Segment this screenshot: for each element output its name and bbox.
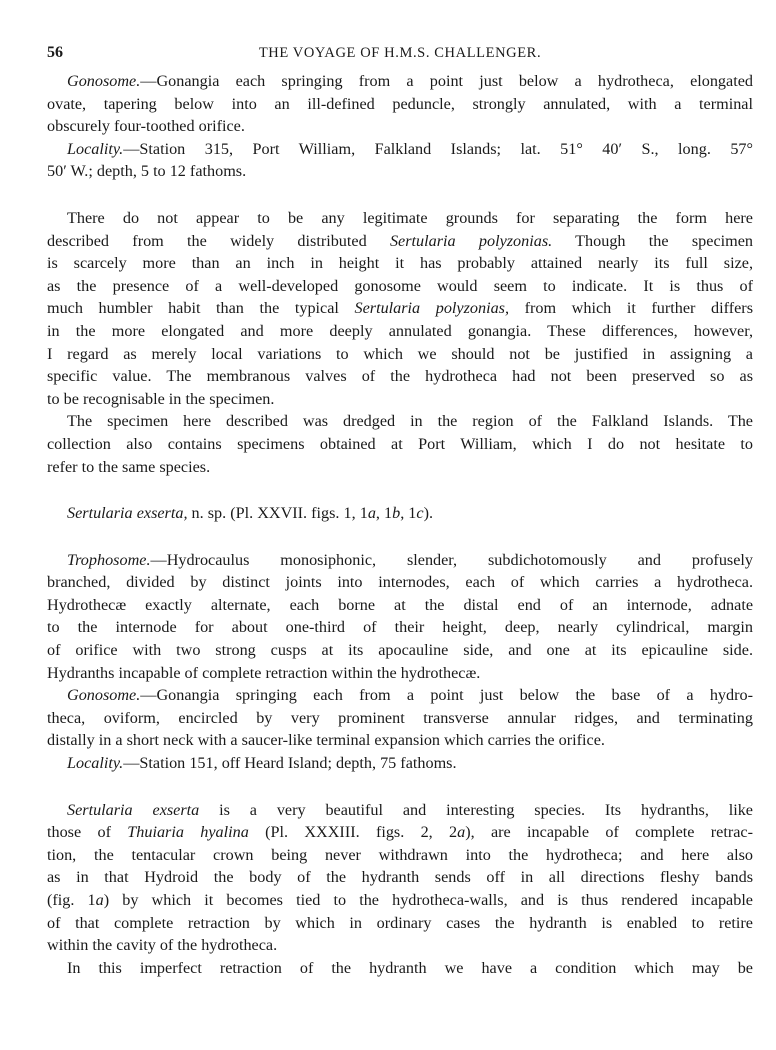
paragraph: [47, 752, 753, 775]
paragraph: [47, 799, 753, 957]
text-run: ), are incapable of complete retrac-: [465, 823, 754, 842]
text-run: —Station 315, Port William, Falkland Islands; lat. 51° 40′ S., long. 57°: [123, 139, 753, 158]
text-line: [47, 571, 753, 594]
text-run: The specimen here described was dredged in the region of the Falkland Islands. The: [67, 412, 753, 431]
text-line: [47, 684, 753, 707]
text-run: —Gonangia springing each from a point just below the base of a hydro-: [140, 686, 753, 705]
italic-run: c: [416, 504, 424, 523]
text-line: [47, 662, 753, 685]
text-run: those of: [47, 823, 128, 842]
text-line: [47, 912, 753, 935]
italic-run: Sertularia polyzonias.: [389, 231, 553, 250]
text-line: [47, 889, 753, 912]
text-run: specific value. The membranous valves of the hydrotheca had not been preserved so as: [47, 367, 753, 386]
text-line: [47, 821, 753, 844]
document-page: [47, 44, 753, 979]
text-line: [47, 230, 753, 253]
italic-run: a: [95, 891, 104, 909]
italic-run: b: [392, 504, 401, 523]
text-run: —Gonangia each springing from a point just below a hydrotheca, elongated: [140, 72, 753, 90]
italic-run: Thuiaria hyalina: [127, 823, 249, 842]
italic-run: a: [367, 504, 376, 523]
text-line: [47, 957, 753, 980]
italic-run: Gonosome.: [67, 686, 141, 705]
paragraph: [47, 957, 753, 980]
paragraph: [47, 70, 753, 138]
paragraph: [47, 138, 753, 183]
text-run: , 1: [400, 504, 417, 523]
text-line: [47, 410, 753, 433]
text-line: [47, 70, 753, 93]
paragraph: [47, 207, 753, 410]
text-line: [47, 616, 753, 639]
text-run: to the internode for about one-third of their height, deep, nearly cylindrical, margin: [47, 618, 753, 637]
page-header: [47, 44, 753, 70]
text-run: Hydranths incapable of complete retraction within the hydrothecæ.: [47, 663, 481, 682]
text-line: [47, 138, 753, 161]
text-line: [47, 388, 753, 411]
text-line: [47, 93, 753, 116]
paragraph: [47, 549, 753, 685]
text-line: [47, 729, 753, 752]
text-run: branched, divided by distinct joints into internodes, each of which carries a hydrotheca.: [47, 573, 753, 592]
text-run: of that complete retraction by which in ordinary cases the hydranth is enabled to retire: [47, 913, 753, 932]
text-line: [47, 365, 753, 388]
text-line: [47, 549, 753, 572]
paragraph: [47, 410, 753, 478]
text-run: ) by which it becomes tied to the hydrotheca-walls, and is thus rendered incapable: [103, 891, 753, 909]
text-run: in the more elongated and more deeply annulated gonangia. These differences, however,: [47, 321, 753, 340]
text-line: [47, 297, 753, 320]
text-run: of orifice with two strong cusps at its apocauline side, and one at its epicauline side.: [47, 641, 753, 660]
italic-run: Locality.: [67, 139, 124, 158]
italic-run: Gonosome.: [67, 72, 141, 90]
text-run: theca, oviform, encircled by very prominent transverse annular ridges, and terminating: [47, 708, 753, 727]
text-run: is scarcely more than an inch in height it has probably attained nearly its full size,: [47, 254, 753, 273]
text-run: , 1: [375, 504, 393, 523]
text-line: [47, 866, 753, 889]
italic-run: Sertularia exserta: [67, 800, 200, 819]
text-run: 50′ W.; depth, 5 to 12 fathoms.: [47, 162, 247, 181]
text-line: [47, 433, 753, 456]
running-title: THE VOYAGE OF H.M.S. CHALLENGER.: [258, 45, 542, 61]
text-line: [47, 707, 753, 730]
text-line: [47, 160, 753, 183]
text-line: [47, 343, 753, 366]
text-run: ovate, tapering below into an ill-defined peduncle, strongly annulated, with a terminal: [47, 94, 753, 113]
text-run: distally in a short neck with a saucer-like terminal expansion which carries the orifice.: [47, 731, 605, 750]
text-line: [47, 252, 753, 275]
text-line: [47, 844, 753, 867]
text-line: [47, 502, 753, 525]
text-line: [47, 752, 753, 775]
text-run: Though the specimen: [552, 231, 753, 250]
text-line: [47, 934, 753, 957]
italic-run: Sertularia exserta,: [67, 504, 188, 523]
text-run: as the presence of a well-developed gonosome would seem to indicate. It is thus of: [47, 276, 753, 295]
text-line: [47, 275, 753, 298]
italic-run: Trophosome.: [67, 550, 151, 569]
text-run: (fig. 1: [47, 891, 96, 909]
text-line: [47, 456, 753, 479]
text-line: [47, 115, 753, 138]
italic-run: Sertularia polyzonias,: [354, 299, 510, 318]
text-run: refer to the same species.: [47, 457, 211, 476]
text-run: Hydrothecæ exactly alternate, each borne at the distal end of an internode, adnate: [47, 595, 753, 614]
text-run: as in that Hydroid the body of the hydranth sends off in all directions fleshy bands: [47, 868, 753, 887]
text-run: is a very beautiful and interesting species. Its hydranths, like: [199, 800, 753, 819]
paragraph: [47, 684, 753, 752]
text-line: [47, 320, 753, 343]
text-run: (Pl. XXXIII. figs. 2, 2: [248, 823, 458, 842]
text-run: I regard as merely local variations to which we should not be justified in assigning a: [47, 344, 753, 363]
text-run: In this imperfect retraction of the hydranth we have a condition which may be: [67, 958, 753, 977]
text-run: n. sp. (Pl. XXVII. figs. 1, 1: [187, 504, 368, 523]
text-run: from which it further differs: [509, 299, 753, 318]
paragraph: [47, 502, 753, 525]
text-line: [47, 594, 753, 617]
italic-run: a: [457, 823, 466, 842]
text-run: within the cavity of the hydrotheca.: [47, 936, 278, 955]
page-number: 56: [47, 44, 63, 61]
text-run: obscurely four-toothed orifice.: [47, 117, 245, 136]
text-run: There do not appear to be any legitimate grounds for separating the form here: [67, 208, 753, 227]
text-run: to be recognisable in the specimen.: [47, 389, 275, 408]
text-run: described from the widely distributed: [47, 231, 390, 250]
text-run: tion, the tentacular crown being never withdrawn into the hydrotheca; and here also: [47, 845, 753, 864]
text-run: collection also contains specimens obtained at Port William, which I do not hesitate to: [47, 434, 753, 453]
text-run: ).: [423, 504, 433, 523]
text-line: [47, 639, 753, 662]
text-run: —Station 151, off Heard Island; depth, 75 fathoms.: [123, 754, 457, 773]
text-run: much humbler habit than the typical: [47, 299, 355, 318]
italic-run: Locality.: [67, 754, 124, 773]
text-line: [47, 799, 753, 822]
text-run: —Hydrocaulus monosiphonic, slender, subdichotomously and profusely: [150, 550, 753, 569]
document-body: [47, 70, 753, 979]
text-line: [47, 207, 753, 230]
